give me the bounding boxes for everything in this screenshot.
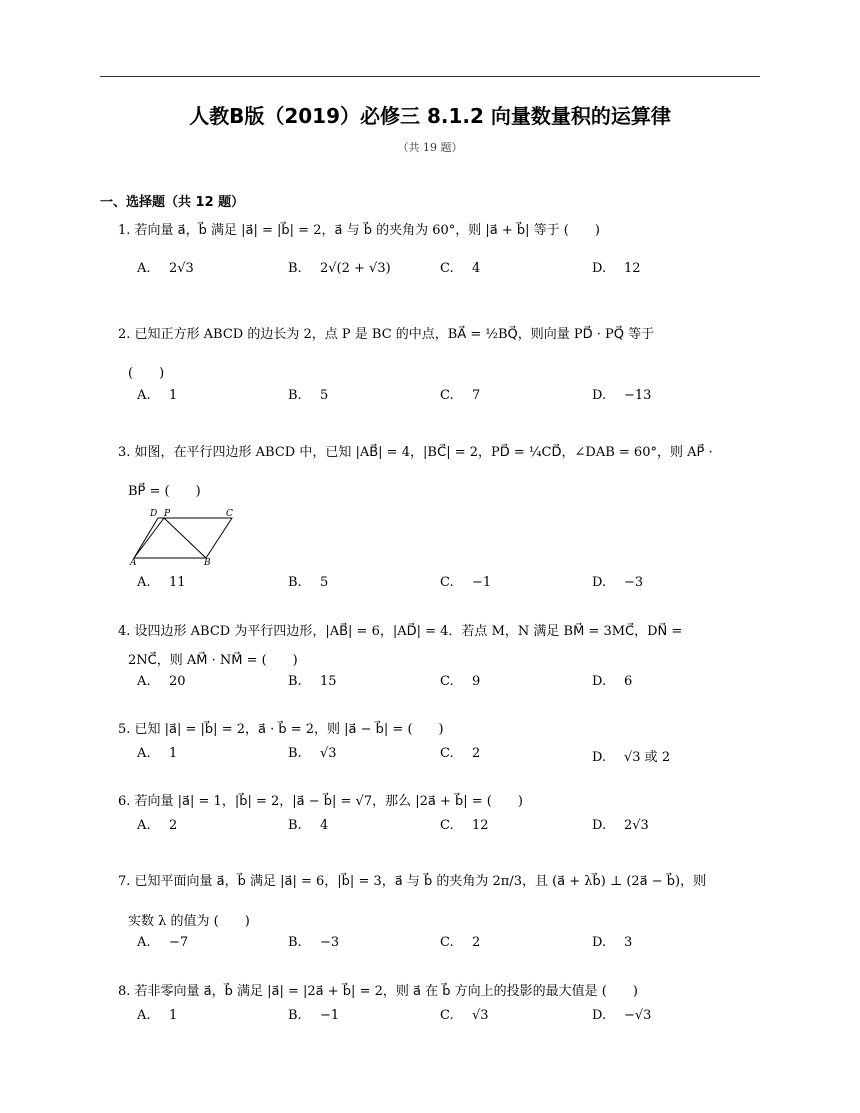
q6-option-d[interactable]: [592, 818, 649, 833]
q8-option-d[interactable]: [592, 1008, 651, 1023]
option-label: D.: [592, 1008, 607, 1023]
option-text: 12: [472, 818, 489, 833]
option-text: 12: [624, 261, 641, 276]
option-text: 11: [169, 575, 186, 590]
option-text: 4: [320, 818, 329, 833]
option-text: 2√3: [169, 261, 194, 276]
q3-option-d[interactable]: [592, 575, 643, 590]
option-label: B.: [288, 388, 302, 403]
q4-option-a[interactable]: [137, 674, 186, 689]
option-label: B.: [288, 746, 302, 761]
option-label: C.: [440, 261, 454, 276]
question-5-stem: 5. 已知 |a⃗| = |b⃗| = 2，a⃗ · b⃗ = 2，则 |a⃗ − b⃗| = ( ): [118, 722, 444, 737]
question-4-stem: 4. 设四边形 ABCD 为平行四边形，|AB⃗| = 6，|AD⃗| = 4．若点 M，N 满足 BM⃗ = 3MC⃗，DN⃗ =: [118, 624, 683, 639]
question-8-stem: 8. 若非零向量 a⃗，b⃗ 满足 |a⃗| = |2a⃗ + b⃗| = 2，则 a⃗ 在 b⃗ 方向上的投影的最大值是 ( ): [118, 984, 638, 999]
q3-option-c[interactable]: [440, 575, 491, 590]
q4-option-b[interactable]: [288, 674, 337, 689]
question-7-stem: 7. 已知平面向量 a⃗，b⃗ 满足 |a⃗| = 6，|b⃗| = 3，a⃗ 与 b⃗ 的夹角为 2π/3，且 (a⃗ + λb⃗) ⊥ (2a⃗ − b⃗)，则: [118, 874, 707, 889]
option-label: D.: [592, 388, 607, 403]
option-label: C.: [440, 935, 454, 950]
option-label: A.: [137, 1008, 151, 1023]
option-label: A.: [137, 261, 151, 276]
option-text: 2: [169, 818, 178, 833]
q7-option-c[interactable]: [440, 935, 480, 950]
q4-option-c[interactable]: [440, 674, 480, 689]
option-text: 1: [169, 1008, 178, 1023]
option-text: 3: [624, 935, 633, 950]
q1-option-b[interactable]: [288, 261, 391, 276]
option-text: 7: [472, 388, 481, 403]
q5-option-c[interactable]: [440, 746, 480, 761]
option-label: B.: [288, 261, 302, 276]
question-2-stem: 2. 已知正方形 ABCD 的边长为 2，点 P 是 BC 的中点，BA⃗ = ½BQ⃗，则向量 PD⃗ · PQ⃗ 等于: [118, 327, 655, 342]
option-label: C.: [440, 818, 454, 833]
option-label: D.: [592, 750, 607, 765]
q6-option-a[interactable]: [137, 818, 177, 833]
option-text: 15: [320, 674, 337, 689]
label-p: P: [164, 509, 171, 519]
option-label: D.: [592, 575, 607, 590]
option-label: D.: [592, 261, 607, 276]
q1-option-d[interactable]: [592, 261, 641, 276]
question-count: （共 19 题）: [397, 141, 463, 154]
option-label: A.: [137, 575, 151, 590]
label-d: D: [150, 509, 158, 519]
q8-option-c[interactable]: [440, 1008, 489, 1023]
option-label: D.: [592, 935, 607, 950]
option-label: A.: [137, 935, 151, 950]
q8-option-a[interactable]: [137, 1008, 177, 1023]
option-text: √3 或 2: [624, 750, 671, 765]
option-text: 20: [169, 674, 186, 689]
option-label: C.: [440, 1008, 454, 1023]
label-b: B: [204, 558, 211, 566]
option-text: 1: [169, 746, 178, 761]
q2-option-a[interactable]: [137, 388, 177, 403]
option-label: B.: [288, 1008, 302, 1023]
option-text: 4: [472, 261, 481, 276]
option-label: A.: [137, 674, 151, 689]
label-a: A: [130, 558, 137, 566]
q2-option-d[interactable]: [592, 388, 651, 403]
q2-option-c[interactable]: [440, 388, 480, 403]
option-label: B.: [288, 674, 302, 689]
option-label: D.: [592, 674, 607, 689]
option-label: A.: [137, 746, 151, 761]
option-text: −1: [472, 575, 492, 590]
option-text: −3: [624, 575, 644, 590]
q8-option-b[interactable]: [288, 1008, 339, 1023]
option-label: C.: [440, 674, 454, 689]
option-text: −1: [320, 1008, 340, 1023]
option-text: 2√3: [624, 818, 649, 833]
option-label: B.: [288, 575, 302, 590]
option-label: D.: [592, 818, 607, 833]
q7-option-b[interactable]: [288, 935, 339, 950]
q5-option-b[interactable]: [288, 746, 337, 761]
segment-bp: [164, 518, 206, 558]
parallelogram-figure: [128, 506, 238, 566]
label-c: C: [226, 509, 233, 519]
option-text: √3: [472, 1008, 489, 1023]
option-label: A.: [137, 818, 151, 833]
q1-option-c[interactable]: [440, 261, 480, 276]
question-1-stem: 1. 若向量 a⃗，b⃗ 满足 |a⃗| = |b⃗| = 2，a⃗ 与 b⃗ 的夹角为 60°，则 |a⃗ + b⃗| 等于 ( ): [118, 223, 600, 238]
q6-option-c[interactable]: [440, 818, 489, 833]
option-text: 9: [472, 674, 481, 689]
header-rule: [100, 76, 760, 77]
q5-option-d[interactable]: [592, 746, 670, 765]
q1-option-a[interactable]: [137, 261, 194, 276]
q4-option-d[interactable]: [592, 674, 632, 689]
option-label: C.: [440, 575, 454, 590]
option-label: C.: [440, 746, 454, 761]
option-text: 1: [169, 388, 178, 403]
option-text: 2√(2 + √3): [320, 261, 391, 276]
option-label: B.: [288, 935, 302, 950]
q7-option-d[interactable]: [592, 935, 632, 950]
question-3-stem: 3. 如图，在平行四边形 ABCD 中，已知 |AB⃗| = 4，|BC⃗| = 2，PD⃗ = ¼CD⃗，∠DAB = 60°，则 AP⃗ ·: [118, 445, 713, 460]
option-text: −7: [169, 935, 189, 950]
page-title: 人教B版（2019）必修三 8.1.2 向量数量积的运算律: [189, 104, 671, 128]
option-text: −3: [320, 935, 340, 950]
q3-option-b[interactable]: [288, 575, 328, 590]
question-2-stem-cont: ( ): [128, 366, 165, 381]
option-text: 2: [472, 935, 481, 950]
option-text: 5: [320, 388, 329, 403]
q5-option-a[interactable]: [137, 746, 177, 761]
option-label: A.: [137, 388, 151, 403]
question-4-stem-cont: 2NC⃗，则 AM⃗ · NM⃗ = ( ): [128, 653, 298, 668]
q6-option-b[interactable]: [288, 818, 328, 833]
q3-option-a[interactable]: [137, 575, 186, 590]
question-7-stem-cont: 实数 λ 的值为 ( ): [128, 914, 250, 929]
option-text: −√3: [624, 1008, 652, 1023]
question-3-stem-cont: BP⃗ = ( ): [128, 484, 201, 499]
option-label: B.: [288, 818, 302, 833]
option-text: −13: [624, 388, 652, 403]
q7-option-a[interactable]: [137, 935, 188, 950]
option-text: 5: [320, 575, 329, 590]
segment-ap: [134, 518, 164, 558]
option-text: √3: [320, 746, 337, 761]
option-label: C.: [440, 388, 454, 403]
question-6-stem: 6. 若向量 |a⃗| = 1，|b⃗| = 2，|a⃗ − b⃗| = √7，那么 |2a⃗ + b⃗| = ( ): [118, 794, 523, 809]
option-text: 2: [472, 746, 481, 761]
option-text: 6: [624, 674, 633, 689]
section-heading: 一、选择题（共 12 题）: [100, 195, 245, 210]
q2-option-b[interactable]: [288, 388, 328, 403]
